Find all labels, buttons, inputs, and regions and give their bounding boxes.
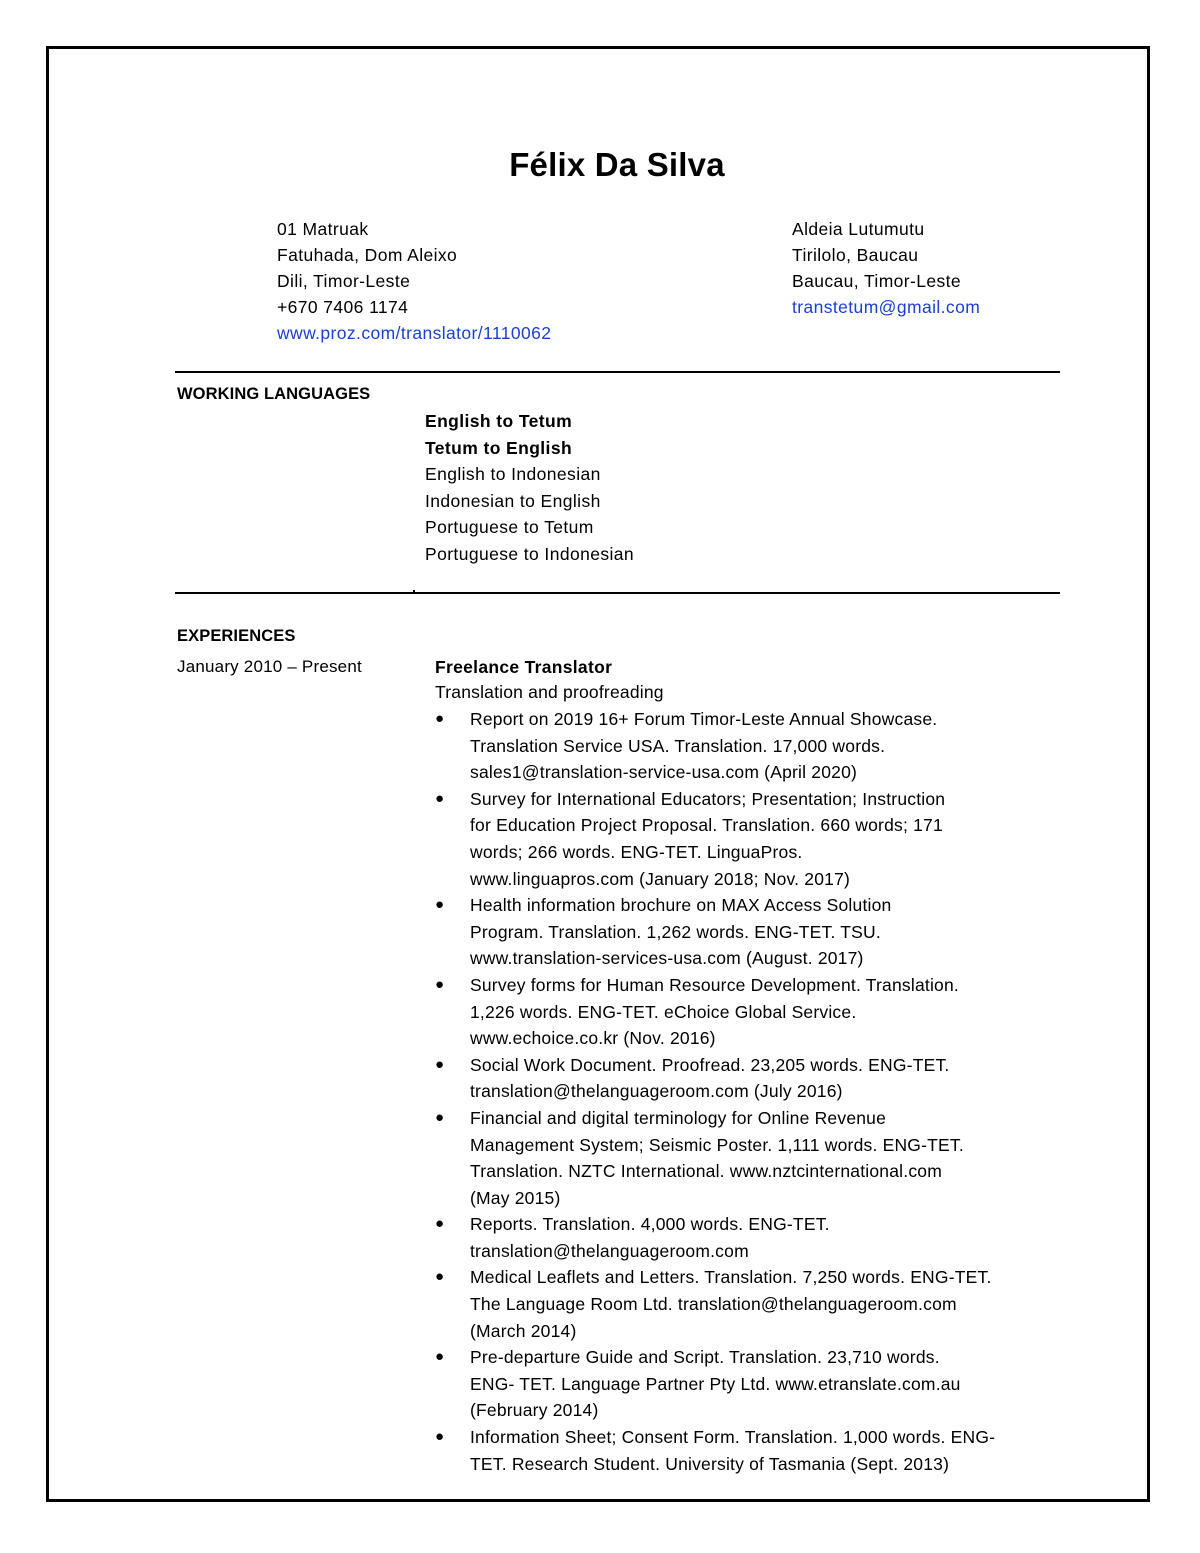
experience-item-line: translation@thelanguageroom.com (July 2016) — [470, 1081, 843, 1102]
bullet-icon: ● — [435, 1108, 445, 1126]
experience-item — [435, 1424, 1060, 1477]
experience-item-line: Medical Leaflets and Letters. Translation. 7,250 words. ENG-TET. — [470, 1267, 992, 1288]
job-date-range: January 2010 – Present — [177, 657, 362, 676]
experience-item-line: ENG- TET. Language Partner Pty Ltd. www.etranslate.com.au — [470, 1373, 961, 1394]
experience-item-line: Survey forms for Human Resource Development. Translation. — [470, 974, 959, 995]
experience-item — [435, 706, 1060, 786]
experience-item — [435, 972, 1060, 1052]
experience-item — [435, 1344, 1060, 1424]
experience-item-line: Translation. NZTC International. www.nztcinternational.com — [470, 1161, 942, 1182]
experience-item-line: Management System; Seismic Poster. 1,111 words. ENG-TET. — [470, 1134, 964, 1155]
experience-item-line: Report on 2019 16+ Forum Timor-Leste Annual Showcase. — [470, 709, 938, 729]
job-subtitle: Translation and proofreading — [435, 682, 664, 702]
experience-item-line: Financial and digital terminology for Online Revenue — [470, 1107, 887, 1128]
experience-item-line: sales1@translation-service-usa.com (April 2020) — [470, 762, 858, 783]
experience-item-line: www.echoice.co.kr (Nov. 2016) — [470, 1028, 716, 1049]
resume-name: Félix Da Silva — [509, 146, 725, 183]
language-pair: Indonesian to English — [425, 490, 601, 511]
job-title: Freelance Translator — [435, 657, 613, 677]
experience-item — [435, 1264, 1060, 1344]
experience-item — [435, 1052, 1060, 1105]
bullet-icon: ● — [435, 1428, 445, 1446]
experience-item-line: Information Sheet; Consent Form. Translation. 1,000 words. ENG- — [470, 1427, 996, 1448]
address-right-line2: Tirilolo, Baucau — [792, 245, 919, 265]
address-right — [792, 216, 980, 320]
experience-item-line: words; 266 words. ENG-TET. LinguaPros. — [470, 841, 803, 862]
experience-item-line: www.translation-services-usa.com (August. 2017) — [470, 948, 864, 969]
experiences-heading: EXPERIENCES — [177, 627, 296, 645]
bullet-icon: ● — [435, 975, 445, 993]
language-pair: English to Indonesian — [425, 464, 601, 485]
language-pair: Portuguese to Tetum — [425, 517, 594, 538]
address-left-line1: 01 Matruak — [277, 219, 369, 239]
phone-number: +670 7406 1174 — [277, 297, 409, 317]
bullet-icon: ● — [435, 710, 445, 727]
experience-item-line: Health information brochure on MAX Access Solution — [470, 895, 892, 916]
experience-item — [435, 786, 1060, 892]
experience-item — [435, 1211, 1060, 1264]
language-pair: Tetum to English — [425, 437, 573, 458]
language-pair: English to Tetum — [425, 411, 573, 431]
language-pair: Portuguese to Indonesian — [425, 543, 635, 564]
divider-middle — [175, 592, 1060, 594]
experience-item-line: TET. Research Student. University of Tasmania (Sept. 2013) — [470, 1453, 950, 1474]
experience-item-line: The Language Room Ltd. translation@thelanguageroom.com — [470, 1294, 957, 1315]
experience-item-line: Social Work Document. Proofread. 23,205 words. ENG-TET. — [470, 1054, 950, 1075]
address-right-line1: Aldeia Lutumutu — [792, 219, 925, 239]
language-list — [425, 408, 634, 568]
experience-item-line: Program. Translation. 1,262 words. ENG-TET. TSU. — [470, 921, 881, 942]
address-left-line2: Fatuhada, Dom Aleixo — [277, 245, 458, 265]
experience-item-line: (March 2014) — [470, 1320, 577, 1341]
experience-item — [435, 1105, 1060, 1211]
proz-profile-link[interactable]: www.proz.com/translator/1110062 — [277, 323, 552, 343]
bullet-icon: ● — [435, 1215, 445, 1233]
experience-item-line: translation@thelanguageroom.com — [470, 1240, 749, 1261]
experience-item-line: www.linguapros.com (January 2018; Nov. 2017) — [470, 868, 851, 889]
experience-item-line: (May 2015) — [470, 1187, 561, 1208]
bullet-icon: ● — [435, 896, 445, 914]
experience-item-line: Reports. Translation. 4,000 words. ENG-TET. — [470, 1214, 830, 1235]
working-languages-heading: WORKING LANGUAGES — [177, 385, 371, 403]
experience-item-line: for Education Project Proposal. Translation. 660 words; 171 — [470, 815, 943, 836]
bullet-icon: ● — [435, 1348, 445, 1366]
experience-item-line: Translation Service USA. Translation. 17,000 words. — [470, 735, 886, 756]
bullet-icon: ● — [435, 1268, 445, 1286]
experience-list — [435, 706, 1060, 1477]
experience-item — [435, 892, 1060, 972]
bullet-icon: ● — [435, 789, 445, 807]
experience-item-line: (February 2014) — [470, 1400, 599, 1421]
experience-item-line: Pre-departure Guide and Script. Translation. 23,710 words. — [470, 1347, 940, 1368]
address-right-line3: Baucau, Timor-Leste — [792, 271, 962, 291]
experience-item-line: 1,226 words. ENG-TET. eChoice Global Service. — [470, 1001, 857, 1022]
address-left-line3: Dili, Timor-Leste — [277, 271, 411, 291]
divider-top — [175, 371, 1060, 373]
address-left — [277, 216, 551, 346]
bullet-icon: ● — [435, 1055, 445, 1073]
experience-item-line: Survey for International Educators; Presentation; Instruction — [470, 788, 946, 809]
email-link[interactable]: transtetum@gmail.com — [792, 297, 981, 317]
